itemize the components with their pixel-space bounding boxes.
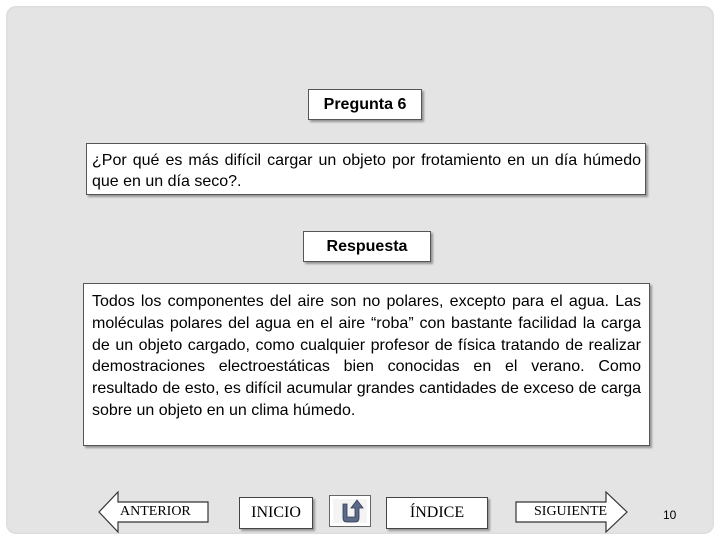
index-label: ÍNDICE	[409, 504, 465, 521]
home-button[interactable]	[239, 497, 313, 529]
return-button[interactable]	[329, 495, 371, 527]
next-label: SIGUIENTE	[534, 504, 608, 519]
slide	[6, 6, 714, 534]
return-arrow-icon	[329, 495, 371, 527]
answer-text: Todos los componentes del aire son no polares, excepto para el agua. Las moléculas polares del agua en el aire “roba” con bastante facilidad la carga de un objeto cargado, como cualquier profesor de física tratando de realizar demostraciones electroestáticas bien conocidas en el verano. Como resultado de esto, es difícil acumular grandes cantidades de exceso de carga sobre un objeto en un clima húmedo.	[83, 283, 650, 446]
question-text: ¿Por qué es más difícil cargar un objeto por frotamiento en un día húmedo que en un día seco?.	[86, 143, 646, 195]
previous-label: ANTERIOR	[120, 504, 191, 519]
previous-button[interactable]	[98, 490, 208, 534]
next-button[interactable]	[516, 490, 628, 534]
answer-title: Respuesta	[303, 231, 431, 262]
home-label: INICIO	[251, 504, 301, 521]
question-title: Pregunta 6	[308, 89, 422, 120]
index-button[interactable]	[386, 497, 488, 529]
page-number: 10	[663, 508, 677, 522]
